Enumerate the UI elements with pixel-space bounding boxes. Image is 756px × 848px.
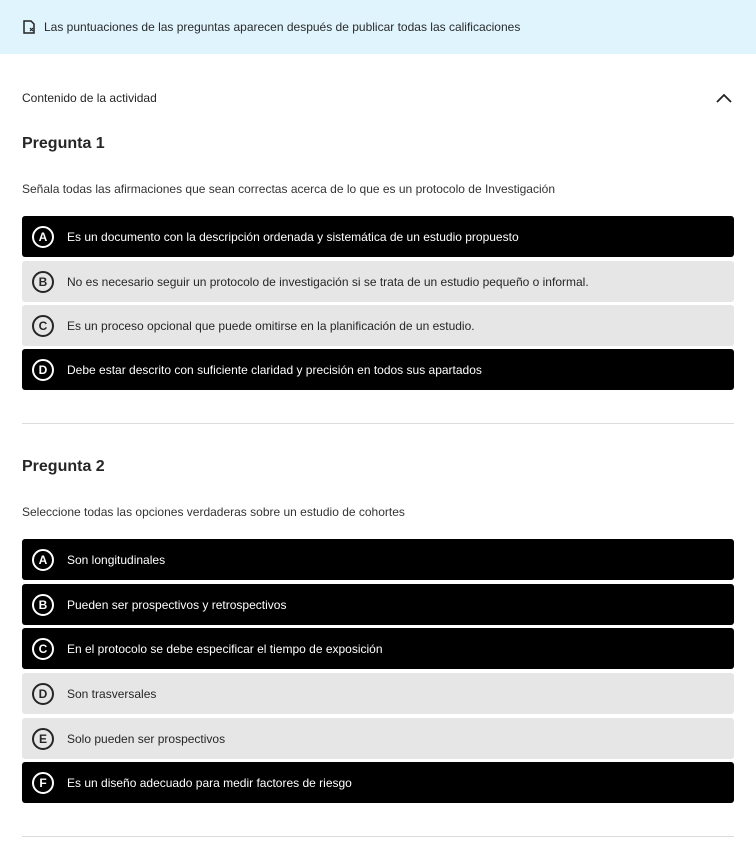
question-prompt: Señala todas las afirmaciones que sean correctas acerca de lo que es un protocolo de Investigación	[22, 182, 555, 196]
question-title: Pregunta 2	[22, 458, 105, 475]
option-letter: C	[32, 315, 54, 337]
option-d[interactable]	[22, 673, 734, 714]
option-letter: A	[32, 549, 54, 571]
option-letter: A	[32, 226, 54, 248]
option-letter: F	[32, 772, 54, 794]
question-2	[22, 456, 734, 796]
option-d[interactable]	[22, 349, 734, 390]
option-letter: C	[32, 638, 54, 660]
option-text: Es un diseño adecuado para medir factores de riesgo	[67, 775, 352, 790]
option-b[interactable]	[22, 261, 734, 302]
question-prompt: Seleccione todas las opciones verdaderas sobre un estudio de cohortes	[22, 505, 405, 519]
option-letter: E	[32, 728, 54, 750]
info-banner	[0, 0, 756, 54]
option-letter: D	[32, 683, 54, 705]
option-a[interactable]	[22, 216, 734, 257]
option-letter: D	[32, 359, 54, 381]
option-e[interactable]	[22, 718, 734, 759]
option-text: En el protocolo se debe especificar el tiempo de exposición	[67, 641, 383, 656]
option-a[interactable]	[22, 539, 734, 580]
option-text: Debe estar descrito con suficiente claridad y precisión en todos sus apartados	[67, 362, 482, 377]
option-c[interactable]	[22, 628, 734, 669]
option-letter: B	[32, 271, 54, 293]
option-text: No es necesario seguir un protocolo de investigación si se trata de un estudio pequeño o informal.	[67, 274, 589, 289]
chevron-up-icon[interactable]	[714, 88, 734, 108]
divider	[22, 836, 734, 837]
question-1	[22, 133, 734, 393]
option-text: Es un documento con la descripción ordenada y sistemática de un estudio propuesto	[67, 229, 519, 244]
option-text: Son trasversales	[67, 686, 157, 701]
banner-text: Las puntuaciones de las preguntas aparecen después de publicar todas las calificaciones	[44, 20, 521, 34]
option-text: Son longitudinales	[67, 552, 166, 567]
option-letter: B	[32, 594, 54, 616]
option-text: Solo pueden ser prospectivos	[67, 731, 226, 746]
activity-content-header[interactable]	[22, 88, 734, 108]
section-title: Contenido de la actividad	[22, 91, 157, 105]
option-b[interactable]	[22, 584, 734, 625]
option-c[interactable]	[22, 305, 734, 346]
document-icon	[22, 20, 36, 34]
question-title: Pregunta 1	[22, 135, 105, 152]
option-f[interactable]	[22, 762, 734, 803]
divider	[22, 423, 734, 424]
option-text: Pueden ser prospectivos y retrospectivos	[67, 597, 287, 612]
option-text: Es un proceso opcional que puede omitirse en la planificación de un estudio.	[67, 318, 475, 333]
